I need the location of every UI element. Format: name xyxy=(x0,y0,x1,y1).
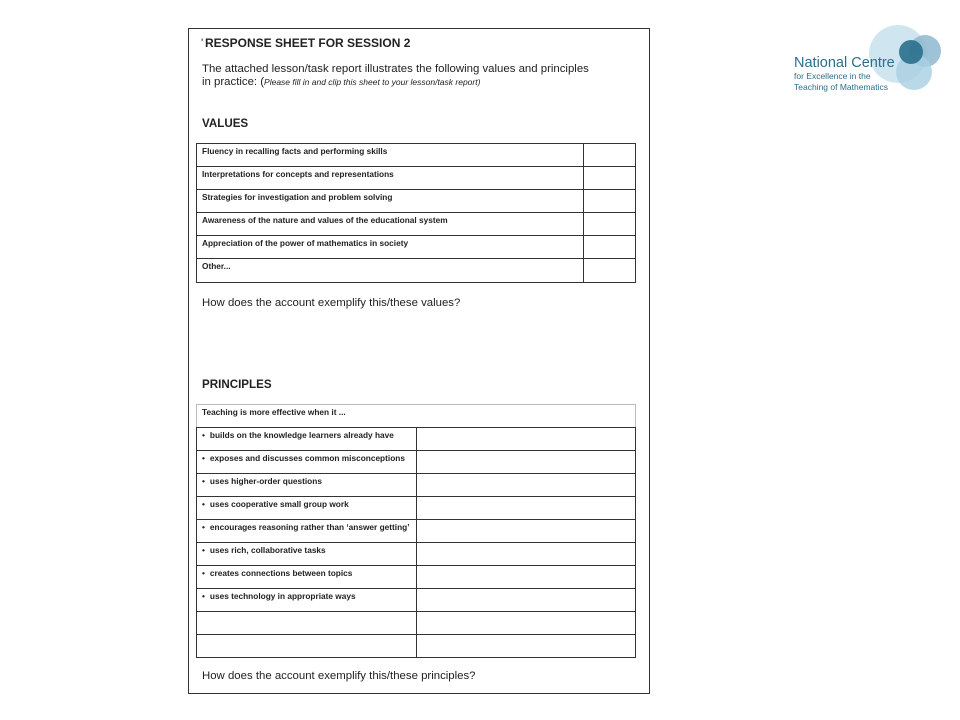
principles-heading: PRINCIPLES xyxy=(202,378,272,391)
bullet-icon: • xyxy=(202,545,205,555)
table-row xyxy=(197,497,636,520)
principle-checkbox[interactable] xyxy=(416,589,636,612)
bullet-icon: • xyxy=(202,522,205,532)
table-row xyxy=(197,236,636,259)
principle-text: uses rich, collaborative tasks xyxy=(209,545,326,555)
table-row xyxy=(197,144,636,167)
principle-text: encourages reasoning rather than ‘answer getting’ xyxy=(209,522,410,532)
table-row xyxy=(197,451,636,474)
response-sheet xyxy=(188,28,650,694)
value-checkbox[interactable] xyxy=(584,259,636,283)
logo-line-3: Teaching of Mathematics xyxy=(794,82,889,92)
values-heading: VALUES xyxy=(202,117,249,130)
value-checkbox[interactable] xyxy=(584,167,636,190)
principle-text: builds on the knowledge learners already have xyxy=(209,430,394,440)
value-label: Interpretations for concepts and representations xyxy=(197,167,584,190)
ncetm-logo xyxy=(793,22,943,97)
table-row xyxy=(197,566,636,589)
values-table xyxy=(196,143,636,283)
principle-label xyxy=(197,566,417,589)
principles-header: Teaching is more effective when it ... xyxy=(197,405,636,428)
value-checkbox[interactable] xyxy=(584,144,636,167)
table-row xyxy=(197,428,636,451)
principle-label xyxy=(197,451,417,474)
principle-checkbox[interactable] xyxy=(416,428,636,451)
sheet-title: RESPONSE SHEET FOR SESSION 2 xyxy=(205,36,411,50)
value-label: Fluency in recalling facts and performing skills xyxy=(197,144,584,167)
table-row xyxy=(197,520,636,543)
principle-label xyxy=(197,543,417,566)
intro-note: Please fill in and clip this sheet to your lesson/task report) xyxy=(264,77,481,87)
bullet-icon: • xyxy=(202,591,205,601)
table-row xyxy=(197,589,636,612)
table-row xyxy=(197,213,636,236)
value-label: Awareness of the nature and values of the educational system xyxy=(197,213,584,236)
intro-line-2-start: in practice: ( xyxy=(202,76,265,88)
principle-checkbox[interactable] xyxy=(416,474,636,497)
principle-checkbox[interactable] xyxy=(416,520,636,543)
value-label: Strategies for investigation and problem solving xyxy=(197,190,584,213)
table-row xyxy=(197,190,636,213)
bullet-icon: • xyxy=(202,499,205,509)
principles-table xyxy=(196,404,636,658)
principle-text: exposes and discusses common misconceptions xyxy=(209,453,405,463)
principle-checkbox[interactable] xyxy=(416,612,636,635)
logo-text xyxy=(794,55,895,93)
bullet-icon: • xyxy=(202,430,205,440)
value-checkbox[interactable] xyxy=(584,213,636,236)
bullet-icon: • xyxy=(202,476,205,486)
principle-text: uses cooperative small group work xyxy=(209,499,349,509)
principles-question: How does the account exemplify this/these principles? xyxy=(202,670,476,682)
table-row xyxy=(197,612,636,635)
table-row xyxy=(197,405,636,428)
value-checkbox[interactable] xyxy=(584,190,636,213)
principle-label xyxy=(197,497,417,520)
blank-label[interactable] xyxy=(197,612,417,635)
principle-label xyxy=(197,520,417,543)
value-checkbox[interactable] xyxy=(584,236,636,259)
table-row xyxy=(197,635,636,658)
intro-line-1: The attached lesson/task report illustrates the following values and principles xyxy=(202,63,589,75)
principle-text: creates connections between topics xyxy=(209,568,353,578)
cursor-mark: ' xyxy=(201,36,204,50)
values-question: How does the account exemplify this/these values? xyxy=(202,297,461,309)
intro-line-2 xyxy=(202,76,622,89)
intro-text xyxy=(202,63,622,89)
principle-label xyxy=(197,589,417,612)
table-row xyxy=(197,543,636,566)
blank-label[interactable] xyxy=(197,635,417,658)
logo-title: National Centre xyxy=(794,55,895,71)
principle-checkbox[interactable] xyxy=(416,543,636,566)
table-row xyxy=(197,474,636,497)
bullet-icon: • xyxy=(202,568,205,578)
principle-checkbox[interactable] xyxy=(416,497,636,520)
value-label: Other... xyxy=(197,259,584,283)
bullet-icon: • xyxy=(202,453,205,463)
value-label: Appreciation of the power of mathematics in society xyxy=(197,236,584,259)
principle-label xyxy=(197,428,417,451)
table-row xyxy=(197,167,636,190)
principle-text: uses technology in appropriate ways xyxy=(209,591,356,601)
principle-label xyxy=(197,474,417,497)
principle-checkbox[interactable] xyxy=(416,635,636,658)
principle-checkbox[interactable] xyxy=(416,451,636,474)
table-row xyxy=(197,259,636,283)
principle-checkbox[interactable] xyxy=(416,566,636,589)
logo-line-2: for Excellence in the xyxy=(794,71,871,81)
principle-text: uses higher-order questions xyxy=(209,476,322,486)
